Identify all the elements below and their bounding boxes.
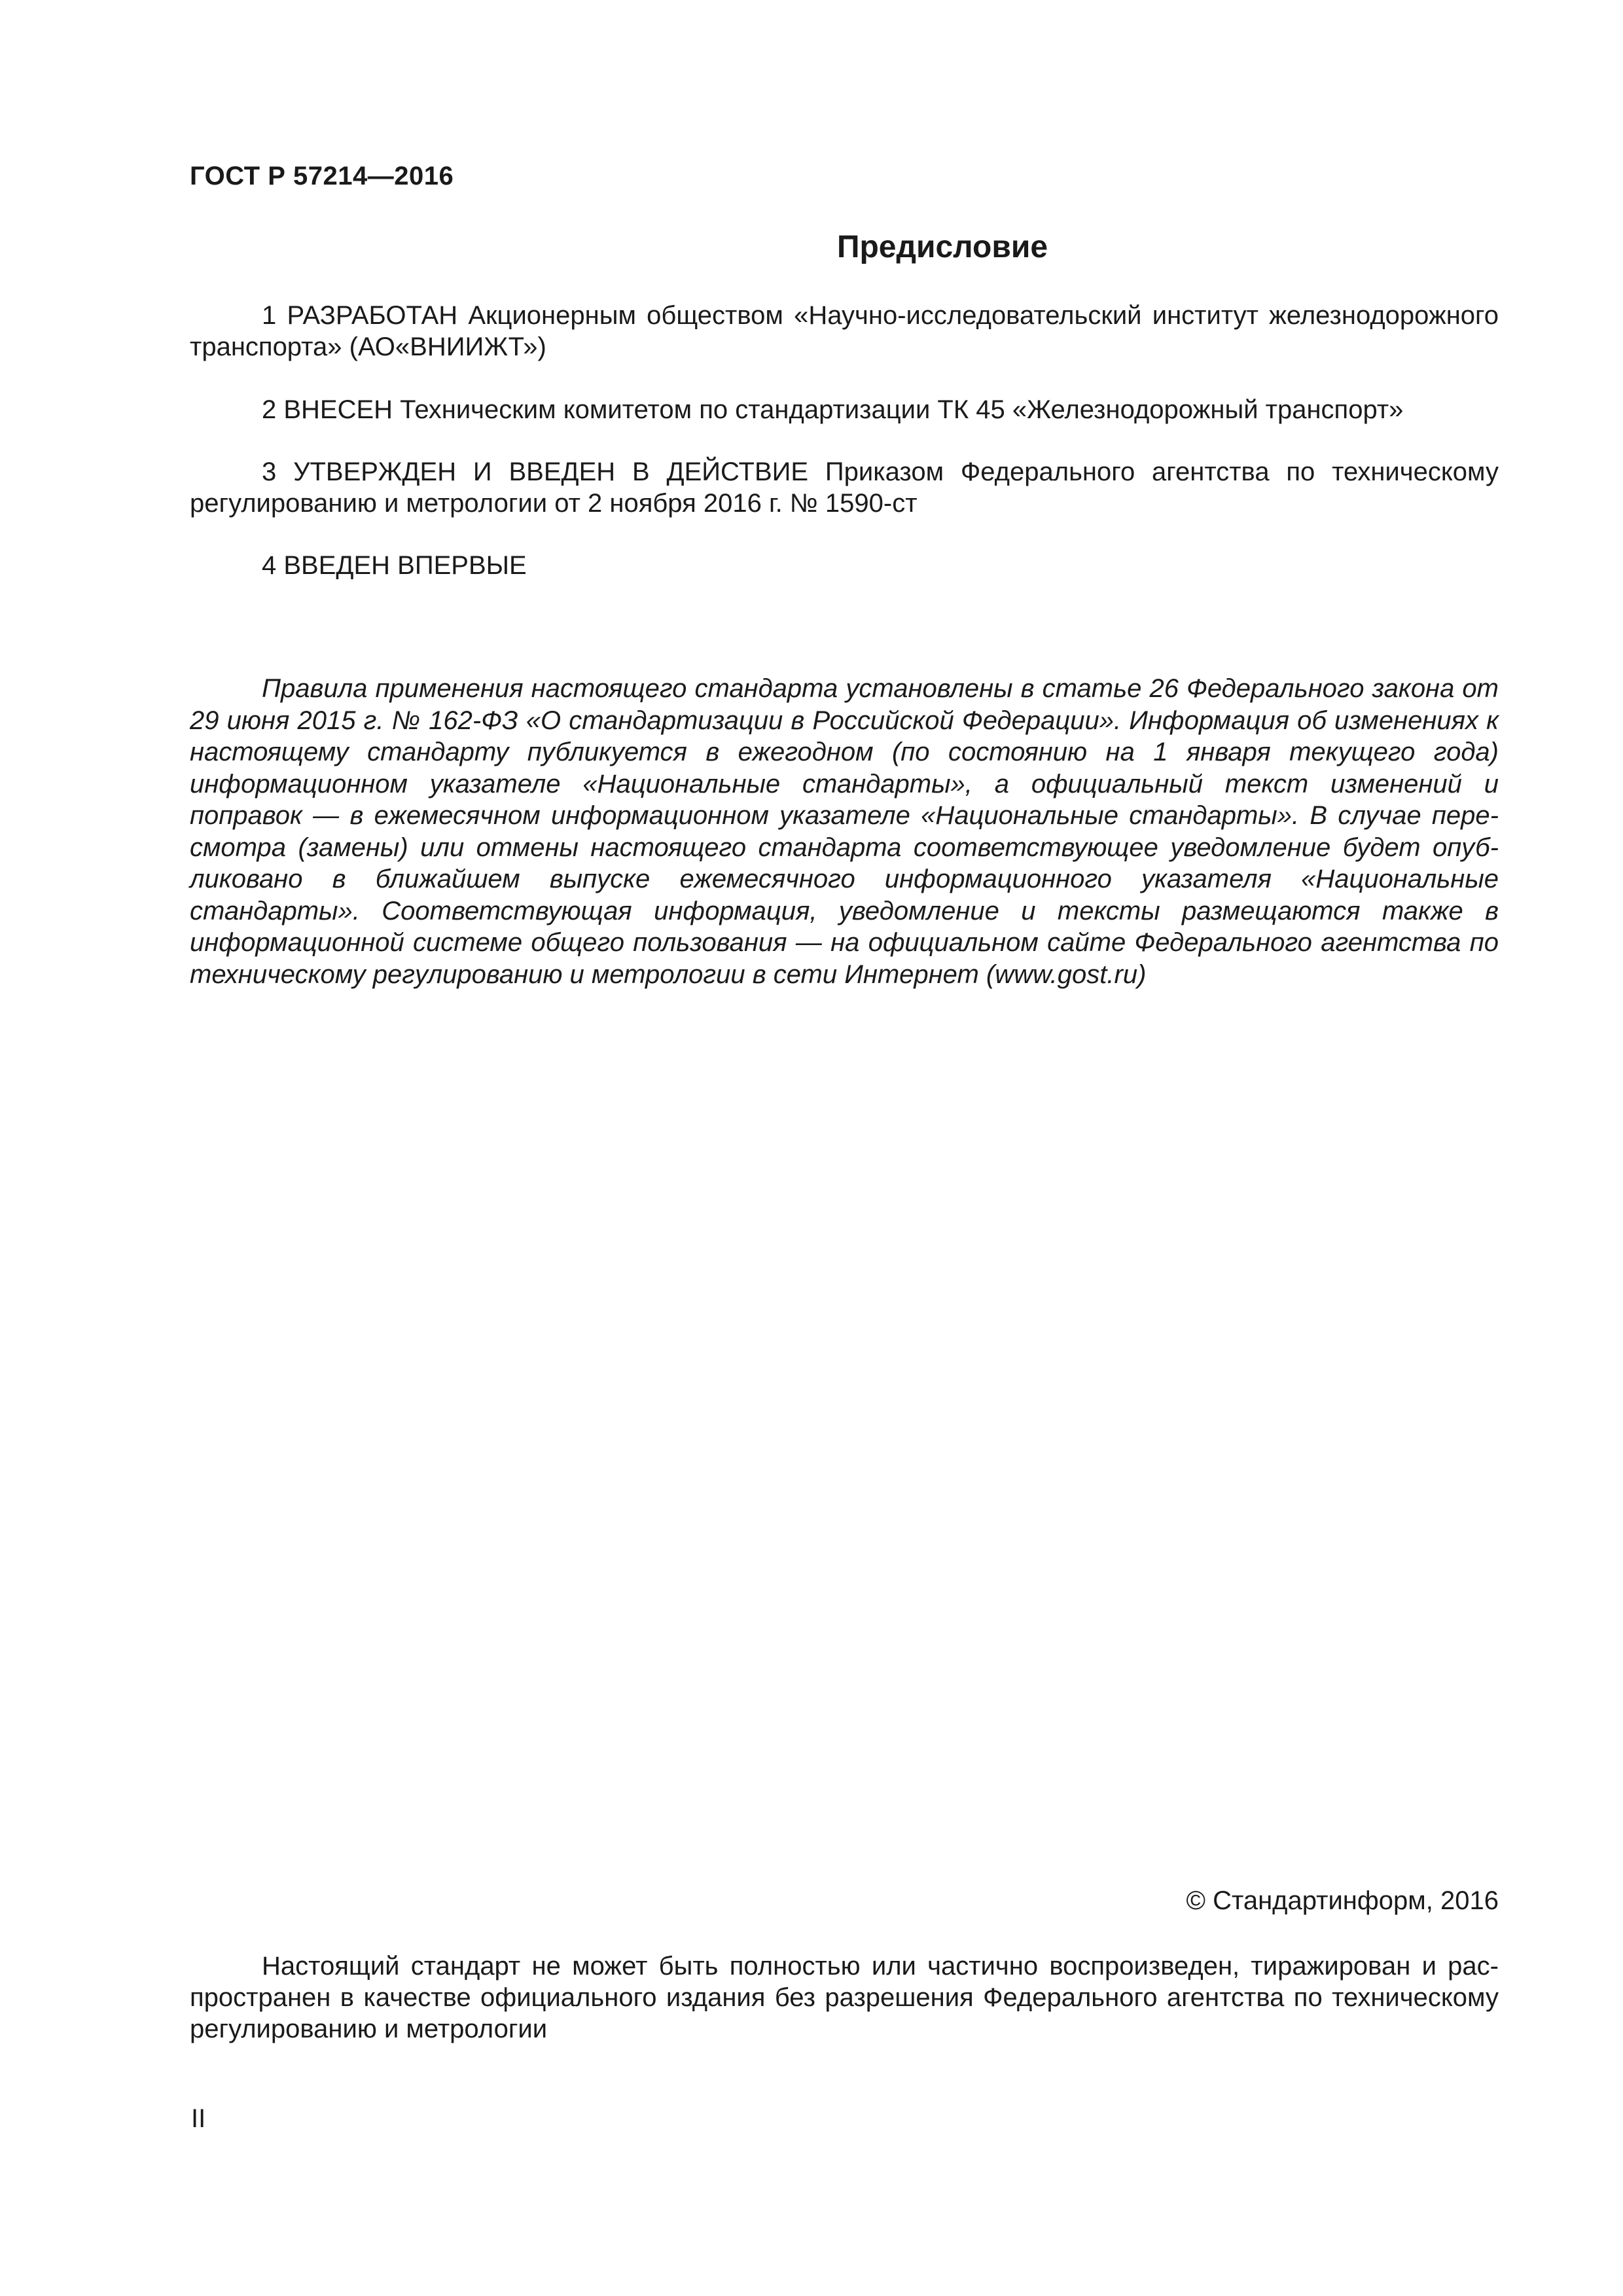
paragraph-first-introduced: 4 ВВЕДЕН ВПЕРВЫЕ bbox=[262, 551, 527, 580]
paragraph-introduced-by: 2 ВНЕСЕН Техническим комитетом по стандартизации ТК 45 «Железнодорожный транспорт» bbox=[262, 395, 1404, 424]
paragraph-approved: 3 УТВЕРЖДЕН И ВВЕДЕН В ДЕЙСТВИЕ Приказом Федерального агентства по техническому регулированию и метрологии от 2 ноября 2016 г. № 1590-ст bbox=[190, 457, 1499, 518]
page-title: Предисловие bbox=[836, 230, 1048, 264]
standard-code: ГОСТ Р 57214—2016 bbox=[190, 162, 454, 190]
rules-of-application-note: Правила применения настоящего стандарта установлены в статье 26 Федерального закона от 29 июня 2015 г. № 162-ФЗ «О стандартизации в Российской Федерации». Информация об изменениях к настоящему стандарту публикуется в ежегодном (по состоянию на 1 января текущего года) информационном указателе «Национальные стандарты», а официальный текст изменений и поправок — в ежемесячном информационном указателе «Национальные стандарты». В случае пересмотра (замены) или отмены настоящего стандарта соответствующее уведомление будет опубликовано в ближайшем выпуске ежемесячного информационного указателя «Национальные стандарты». Соответствующая информация, уведомление и тексты размещаются также в информационной системе общего пользования — на официальном сайте Федерального агентства по техническому регулированию и метрологии в сети Интернет (www.gost.ru) bbox=[190, 674, 1499, 989]
paragraph-developed-by: 1 РАЗРАБОТАН Акционерным обществом «Научно-исследовательский институт железнодорожного транспорта» (АО«ВНИИЖТ») bbox=[190, 301, 1499, 361]
copyright-line: © Стандартинформ, 2016 bbox=[1186, 1886, 1499, 1915]
reproduction-notice: Настоящий стандарт не может быть полностью или частично воспроизведен, тиражирован и распространен в качестве официального издания без разрешения Федерального агентства по техническому регулированию и метрологии bbox=[190, 1952, 1499, 2043]
page-number: II bbox=[191, 2104, 206, 2133]
